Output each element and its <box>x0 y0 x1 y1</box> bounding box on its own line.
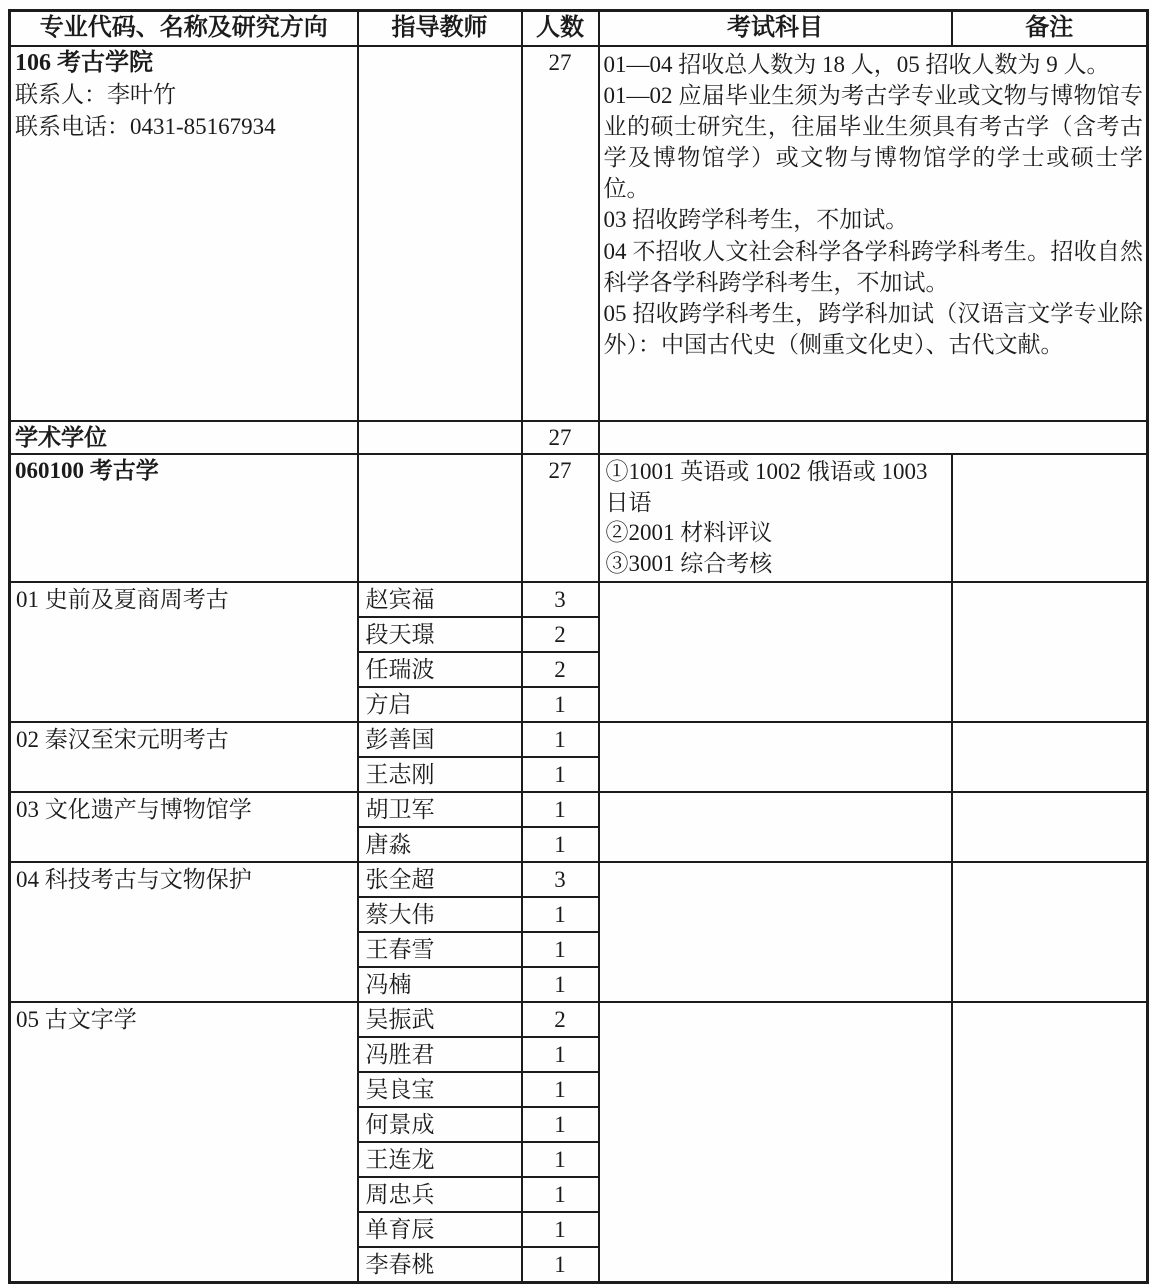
advisor-count: 1 <box>522 792 599 827</box>
advisor-count: 1 <box>522 757 599 792</box>
advisor-name: 任瑞波 <box>358 652 522 687</box>
advisor-name: 冯楠 <box>358 967 522 1002</box>
advisor-count: 1 <box>522 1212 599 1247</box>
college-note-paragraph: 04 不招收人文社会科学各学科跨学科考生。招收自然科学各学科跨学科考生，不加试。 <box>603 238 1143 295</box>
advisor-count: 2 <box>522 617 599 652</box>
direction-label: 01 史前及夏商周考古 <box>10 582 358 722</box>
advisor-name: 王春雪 <box>358 932 522 967</box>
direction-remarks-empty-cell <box>952 792 1148 862</box>
advisor-row <box>10 722 1148 757</box>
admissions-table <box>8 9 1149 1284</box>
advisor-count: 1 <box>522 1177 599 1212</box>
advisor-name: 何景成 <box>358 1107 522 1142</box>
direction-label: 03 文化遗产与博物馆学 <box>10 792 358 862</box>
advisor-count: 1 <box>522 1142 599 1177</box>
advisor-row <box>10 792 1148 827</box>
major-code-label: 060100 考古学 <box>10 454 358 582</box>
college-count: 27 <box>522 46 599 421</box>
direction-remarks-empty-cell <box>952 582 1148 722</box>
direction-label: 04 科技考古与文物保护 <box>10 862 358 1002</box>
advisor-count: 1 <box>522 827 599 862</box>
advisor-name: 胡卫军 <box>358 792 522 827</box>
header-row <box>10 11 1148 47</box>
advisor-name: 单育辰 <box>358 1212 522 1247</box>
advisor-name: 彭善国 <box>358 722 522 757</box>
degree-notes-empty-cell <box>599 421 1148 454</box>
exam-subject-line: ③3001 综合考核 <box>605 550 773 576</box>
header-remarks: 备注 <box>952 11 1148 47</box>
advisor-name: 王志刚 <box>358 757 522 792</box>
advisor-count: 1 <box>522 1107 599 1142</box>
direction-remarks-empty-cell <box>952 722 1148 792</box>
degree-advisor-empty-cell <box>358 421 522 454</box>
advisor-count: 2 <box>522 652 599 687</box>
direction-remarks-empty-cell <box>952 1002 1148 1282</box>
header-advisor: 指导教师 <box>358 11 522 47</box>
advisor-name: 吴振武 <box>358 1002 522 1037</box>
advisor-name: 张全超 <box>358 862 522 897</box>
advisor-name: 蔡大伟 <box>358 897 522 932</box>
major-count: 27 <box>522 454 599 582</box>
direction-exam-empty-cell <box>599 1002 952 1282</box>
college-notes-cell <box>599 46 1148 421</box>
college-note-paragraph: 03 招收跨学科考生，不加试。 <box>603 207 909 233</box>
college-note-paragraph: 01—02 应届毕业生须为考古学专业或文物与博物馆专业的硕士研究生，往届毕业生须具有考古学（含考古学及博物馆学）或文物与博物馆学的学士或硕士学位。 <box>603 83 1143 202</box>
college-title: 106 考古学院 <box>15 50 153 76</box>
advisor-row <box>10 582 1148 617</box>
advisor-count: 1 <box>522 1247 599 1282</box>
major-remarks-empty-cell <box>952 454 1148 582</box>
advisor-count: 1 <box>522 722 599 757</box>
college-note-paragraph: 05 招收跨学科考生，跨学科加试（汉语言文学专业除外）：中国古代史（侧重文化史）、古代文献。 <box>603 300 1143 357</box>
direction-exam-empty-cell <box>599 582 952 722</box>
direction-label: 02 秦汉至宋元明考古 <box>10 722 358 792</box>
college-note-paragraph: 01—04 招收总人数为 18 人，05 招收人数为 9 人。 <box>603 52 1110 77</box>
major-exam-subjects-cell <box>599 454 952 582</box>
advisor-row <box>10 1002 1148 1037</box>
advisor-name: 冯胜君 <box>358 1037 522 1072</box>
advisor-name: 王连龙 <box>358 1142 522 1177</box>
advisor-row <box>10 862 1148 897</box>
direction-exam-empty-cell <box>599 722 952 792</box>
exam-subject-line: ①1001 英语或 1002 俄语或 1003 日语 <box>605 459 928 515</box>
advisor-name: 吴良宝 <box>358 1072 522 1107</box>
direction-exam-empty-cell <box>599 792 952 862</box>
direction-label: 05 古文字学 <box>10 1002 358 1282</box>
advisor-name: 方启 <box>358 687 522 722</box>
header-major-code: 专业代码、名称及研究方向 <box>10 11 358 47</box>
advisor-name: 唐淼 <box>358 827 522 862</box>
college-row <box>10 46 1148 421</box>
college-contact-person: 联系人：李叶竹 <box>15 82 176 107</box>
advisor-count: 1 <box>522 1072 599 1107</box>
advisor-name: 赵宾福 <box>358 582 522 617</box>
advisor-name: 段天璟 <box>358 617 522 652</box>
college-info-cell <box>10 46 358 421</box>
direction-exam-empty-cell <box>599 862 952 1002</box>
advisor-count: 3 <box>522 582 599 617</box>
degree-count: 27 <box>522 421 599 454</box>
direction-remarks-empty-cell <box>952 862 1148 1002</box>
header-count: 人数 <box>522 11 599 47</box>
advisor-count: 1 <box>522 897 599 932</box>
advisor-count: 3 <box>522 862 599 897</box>
college-advisor-empty-cell <box>358 46 522 421</box>
degree-type-label: 学术学位 <box>10 421 358 454</box>
advisor-name: 李春桃 <box>358 1247 522 1282</box>
major-advisor-empty-cell <box>358 454 522 582</box>
exam-subject-line: ②2001 材料评议 <box>605 520 773 545</box>
college-contact-phone: 联系电话：0431-85167934 <box>15 114 276 139</box>
advisor-count: 1 <box>522 932 599 967</box>
advisor-count: 1 <box>522 687 599 722</box>
advisor-count: 2 <box>522 1002 599 1037</box>
major-row <box>10 454 1148 582</box>
advisor-count: 1 <box>522 1037 599 1072</box>
advisor-count: 1 <box>522 967 599 1002</box>
degree-type-row <box>10 421 1148 454</box>
header-exam-subjects: 考试科目 <box>599 11 952 47</box>
advisor-name: 周忠兵 <box>358 1177 522 1212</box>
